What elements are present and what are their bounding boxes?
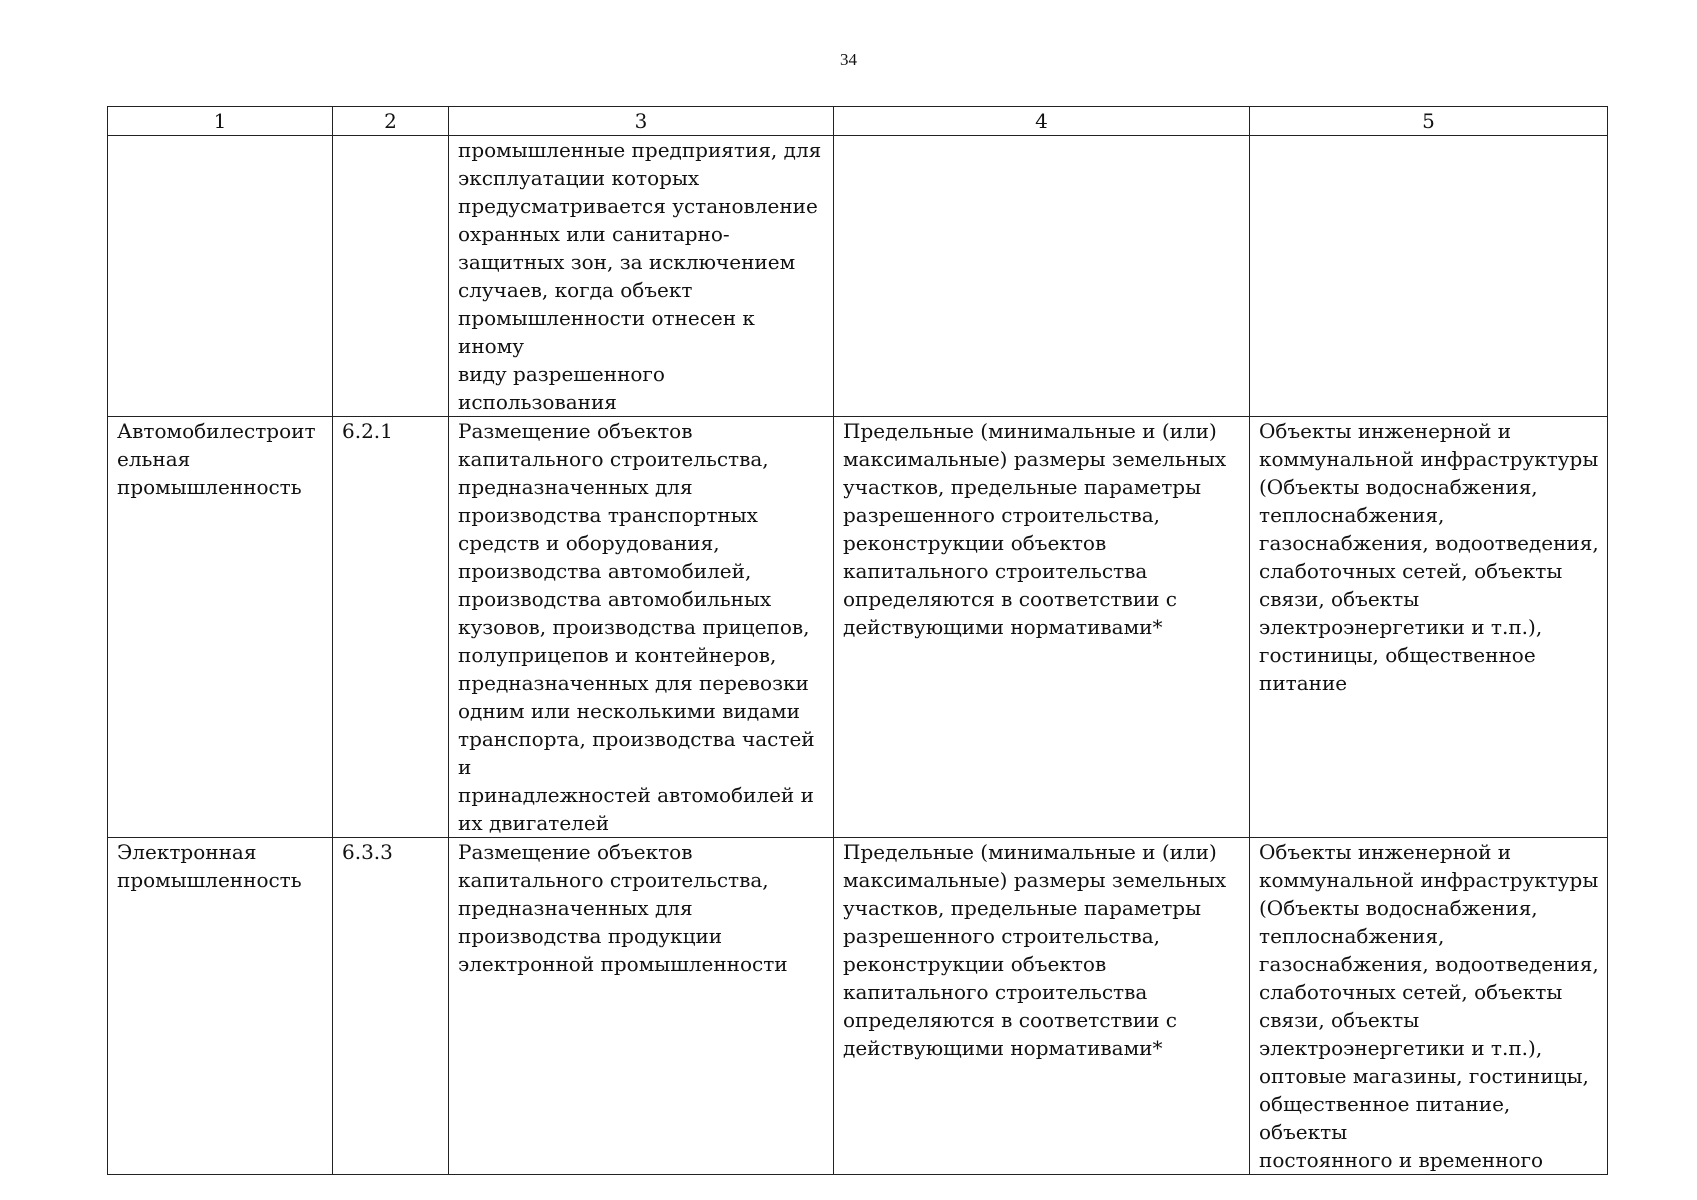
cell-auxiliary-uses: Объекты инженерной и коммунальной инфраструктуры (Объекты водоснабжения, теплоснабжения, газоснабжения, водоотведения, слаботочных сетей, объекты связи, объекты электроэнергетики и т.п.), оптовые магазины, гостиницы, общественное питание, объекты постоянного и временного xyxy=(1250,838,1608,1175)
column-header-1: 1 xyxy=(108,107,333,136)
table-row-continuation xyxy=(108,136,1608,417)
column-header-2: 2 xyxy=(333,107,449,136)
cell-description: промышленные предприятия, для эксплуатации которых предусматривается установление охранных или санитарно- защитных зон, за исключением случаев, когда объект промышленности отнесен к иному виду разрешенного использования xyxy=(449,136,834,417)
cell-code xyxy=(333,136,449,417)
column-header-3: 3 xyxy=(449,107,834,136)
cell-description: Размещение объектов капитального строительства, предназначенных для производства транспортных средств и оборудования, производства автомобилей, производства автомобильных кузовов, производства прицепов, полуприцепов и контейнеров, предназначенных для перевозки одним или несколькими видами транспорта, производства частей и принадлежностей автомобилей и их двигателей xyxy=(449,417,834,838)
cell-code: 6.2.1 xyxy=(333,417,449,838)
column-header-5: 5 xyxy=(1250,107,1608,136)
cell-land-use-name: Автомобилестроит ельная промышленность xyxy=(108,417,333,838)
cell-code: 6.3.3 xyxy=(333,838,449,1175)
zoning-table xyxy=(107,106,1608,1175)
cell-parameters: Предельные (минимальные и (или) максимальные) размеры земельных участков, предельные параметры разрешенного строительства, реконструкции объектов капитального строительства определяются в соответствии с действующими нормативами* xyxy=(834,838,1250,1175)
cell-land-use-name: Электронная промышленность xyxy=(108,838,333,1175)
table-row-automotive xyxy=(108,417,1608,838)
table-header-row xyxy=(108,107,1608,136)
cell-description: Размещение объектов капитального строительства, предназначенных для производства продукции электронной промышленности xyxy=(449,838,834,1175)
cell-parameters: Предельные (минимальные и (или) максимальные) размеры земельных участков, предельные параметры разрешенного строительства, реконструкции объектов капитального строительства определяются в соответствии с действующими нормативами* xyxy=(834,417,1250,838)
cell-auxiliary-uses: Объекты инженерной и коммунальной инфраструктуры (Объекты водоснабжения, теплоснабжения, газоснабжения, водоотведения, слаботочных сетей, объекты связи, объекты электроэнергетики и т.п.), гостиницы, общественное питание xyxy=(1250,417,1608,838)
column-header-4: 4 xyxy=(834,107,1250,136)
table-row-electronics xyxy=(108,838,1608,1175)
cell-land-use-name xyxy=(108,136,333,417)
cell-parameters xyxy=(834,136,1250,417)
page-number: 34 xyxy=(840,50,857,69)
cell-auxiliary-uses xyxy=(1250,136,1608,417)
